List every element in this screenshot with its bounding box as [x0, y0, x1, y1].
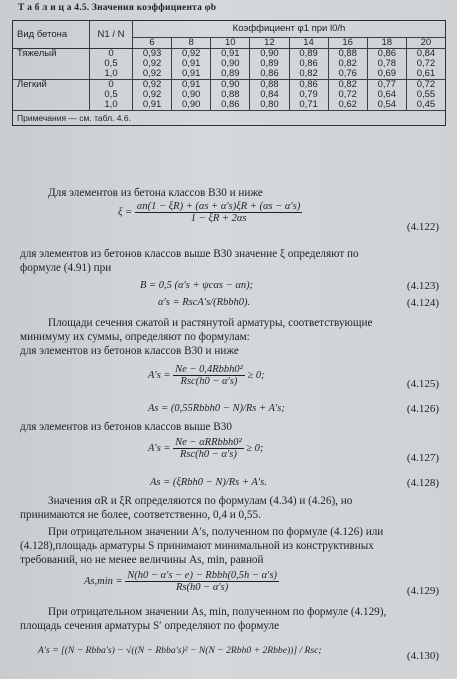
paragraph: площадь сечения арматуры S′ определяют по формуле — [20, 620, 280, 632]
coef-cell: 0,88 — [250, 80, 289, 91]
table-caption: Т а б л и ц а 4.5. Значения коэффициента φb — [18, 3, 217, 13]
header-ratio: N1 / N — [90, 21, 133, 49]
equation-4-127: A′s = $\frac{\text{Ne − αRRbbh0²}}{\text{Rsc(h0 − α′s)}}$ ≥ 0; — [148, 437, 264, 460]
paragraph: минимуму их суммы, определяют по формулам: — [20, 331, 250, 343]
coef-cell: 0,86 — [289, 80, 328, 91]
equation-number: (4.123) — [406, 280, 439, 292]
concrete-type-cell — [13, 59, 90, 69]
equation-number: (4.125) — [406, 378, 439, 390]
ratio-cell: 0,5 — [90, 90, 133, 100]
coef-cell: 0,90 — [172, 90, 211, 100]
paragraph: для элементов из бетонов классов выше В30 значение ξ определяют по — [20, 248, 359, 260]
paragraph: для элементов из бетонов классов выше В30 — [20, 421, 232, 433]
equation-4-128: As = (ξRbh0 − N)/Rs + A′s. — [150, 477, 267, 488]
paragraph: для элементов из бетонов классов В30 и ниже — [20, 345, 239, 357]
coef-cell: 0,93 — [133, 49, 172, 60]
table-note: Примечания — см. табл. 4.6. — [13, 111, 446, 126]
paragraph: Значения αR и ξR определяются по формулам (4.34) и (4.26), но — [48, 495, 353, 507]
coef-cell: 0,86 — [211, 100, 250, 111]
equation-4-123: B = 0,5 (α′s + ψcαs − αn); — [140, 280, 254, 291]
header-lh: 16 — [328, 38, 367, 49]
coef-cell: 0,86 — [367, 49, 406, 60]
coef-cell: 0,64 — [367, 90, 406, 100]
coef-cell: 0,89 — [211, 69, 250, 80]
coef-cell: 0,80 — [250, 100, 289, 111]
coef-cell: 0,76 — [328, 69, 367, 80]
coef-cell: 0,89 — [250, 59, 289, 69]
coef-cell: 0,86 — [250, 69, 289, 80]
coef-cell: 0,91 — [211, 49, 250, 60]
paragraph: При отрицательном значении As, min, полученном по формуле (4.129), — [48, 606, 387, 618]
coef-cell: 0,89 — [289, 49, 328, 60]
coef-cell: 0,72 — [406, 59, 445, 69]
coefficient-table — [12, 20, 446, 126]
fraction: $\frac{\text{N(h0 − α′s − e) − Rbbh(0,5h − α′s)}}{Rs(h0 - \alpha's)}$ — [127, 570, 278, 593]
coef-cell: 0,91 — [172, 69, 211, 80]
equation-4-122: ξ = $\frac{\alpha n(1 - \xi R) + (\alpha s + \alpha's)\xi R + (\alpha s - \alpha's)}{1 - \xi R + 2\alpha s}$ — [118, 201, 301, 224]
ratio-cell: 0 — [90, 49, 133, 60]
coef-cell: 0,71 — [289, 100, 328, 111]
header-lh: 18 — [367, 38, 406, 49]
equation-number: (4.127) — [406, 452, 439, 464]
equation-number: (4.124) — [406, 297, 439, 309]
header-lh: 14 — [289, 38, 328, 49]
concrete-type-cell — [13, 90, 90, 100]
ratio-cell: 0,5 — [90, 59, 133, 69]
equation-number: (4.126) — [406, 403, 439, 415]
table-row — [13, 69, 446, 80]
ratio-cell: 0 — [90, 80, 133, 91]
paragraph: требований, но не менее величины As, min, равной — [20, 554, 264, 566]
coef-cell: 0,84 — [406, 49, 445, 60]
coef-cell: 0,79 — [289, 90, 328, 100]
paragraph: формуле (4.91) при — [20, 262, 112, 274]
fraction: $\frac{\text{Ne − αRRbbh0²}}{\text{Rsc(h0 − α′s)}}$ — [175, 437, 242, 460]
concrete-type-cell: Тяжелый — [13, 49, 90, 60]
coef-cell: 0,92 — [133, 80, 172, 91]
equation-4-129: As,min = $\frac{\text{N(h0 − α′s − e) − Rbbh(0,5h − α′s)}}{Rs(h0 - \alpha's)}$ — [84, 570, 278, 593]
coef-cell: 0,90 — [211, 59, 250, 69]
coef-cell: 0,88 — [211, 90, 250, 100]
coef-cell: 0,86 — [289, 59, 328, 69]
equation-4-124: α′s = RscA′s/(Rbbh0). — [158, 297, 251, 308]
concrete-type-cell — [13, 69, 90, 80]
coef-cell: 0,84 — [250, 90, 289, 100]
paragraph: При отрицательном значении A′s, полученном по формуле (4.126) или — [48, 526, 384, 538]
coef-cell: 0,92 — [133, 90, 172, 100]
coef-cell: 0,92 — [133, 69, 172, 80]
equation-4-126: As = (0,55Rbbh0 − N)/Rs + A′s; — [148, 403, 285, 414]
coef-cell: 0,77 — [367, 80, 406, 91]
coef-cell: 0,90 — [172, 100, 211, 111]
coef-cell: 0,91 — [172, 80, 211, 91]
coef-cell: 0,82 — [289, 69, 328, 80]
coef-cell: 0,92 — [172, 49, 211, 60]
paragraph: Для элементов из бетона классов В30 и ниже — [48, 187, 263, 199]
header-lh: 8 — [172, 38, 211, 49]
coef-cell: 0,90 — [250, 49, 289, 60]
equation-4-130: A′s = [(N − Rbba′s) − √((N − Rbba′s)² − N(N − 2Rbh0 + 2Rbbe))] / Rsc; — [38, 645, 322, 656]
equation-number: (4.130) — [406, 650, 439, 662]
paragraph: Площади сечения сжатой и растянутой арматуры, соответствующие — [48, 317, 373, 329]
equation-number: (4.122) — [406, 221, 439, 233]
ratio-cell: 1,0 — [90, 69, 133, 80]
header-coef: Коэффициент φ1 при l0/h — [133, 21, 446, 38]
coef-cell: 0,55 — [406, 90, 445, 100]
header-concrete: Вид бетона — [13, 21, 90, 49]
coef-cell: 0,62 — [328, 100, 367, 111]
coef-cell: 0,82 — [328, 59, 367, 69]
coef-cell: 0,61 — [406, 69, 445, 80]
coef-cell: 0,92 — [133, 59, 172, 69]
coef-cell: 0,91 — [172, 59, 211, 69]
paragraph: (4.128),площадь арматуры S принимают минимальной из конструктивных — [20, 540, 374, 552]
coef-cell: 0,91 — [133, 100, 172, 111]
equation-number: (4.128) — [406, 477, 439, 489]
coef-cell: 0,88 — [328, 49, 367, 60]
fraction: $\frac{\text{Ne − 0,4Rbbh0²}}{\text{Rsc(h0 − α′s)}}$ — [175, 364, 243, 387]
coef-cell: 0,78 — [367, 59, 406, 69]
header-lh: 10 — [211, 38, 250, 49]
fraction: $\frac{\alpha n(1 - \xi R) + (\alpha s + \alpha's)\xi R + (\alpha s - \alpha's)}{1 - \xi R + 2\alpha s}$ — [136, 201, 301, 224]
coef-cell: 0,72 — [406, 80, 445, 91]
header-lh: 6 — [133, 38, 172, 49]
equation-number: (4.129) — [406, 585, 439, 597]
coef-cell: 0,45 — [406, 100, 445, 111]
coef-cell: 0,54 — [367, 100, 406, 111]
ratio-cell: 1,0 — [90, 100, 133, 111]
coef-cell: 0,90 — [211, 80, 250, 91]
coef-cell: 0,82 — [328, 80, 367, 91]
concrete-type-cell: Легкий — [13, 80, 90, 91]
equation-4-125: A′s = $\frac{\text{Ne − 0,4Rbbh0²}}{\text{Rsc(h0 − α′s)}}$ ≥ 0; — [148, 364, 265, 387]
header-lh: 20 — [406, 38, 445, 49]
coef-cell: 0,72 — [328, 90, 367, 100]
paragraph: принимаются не более, соответственно, 0,4 и 0,55. — [20, 509, 261, 521]
coef-cell: 0,69 — [367, 69, 406, 80]
header-lh: 12 — [250, 38, 289, 49]
concrete-type-cell — [13, 100, 90, 111]
table-row — [13, 100, 446, 111]
